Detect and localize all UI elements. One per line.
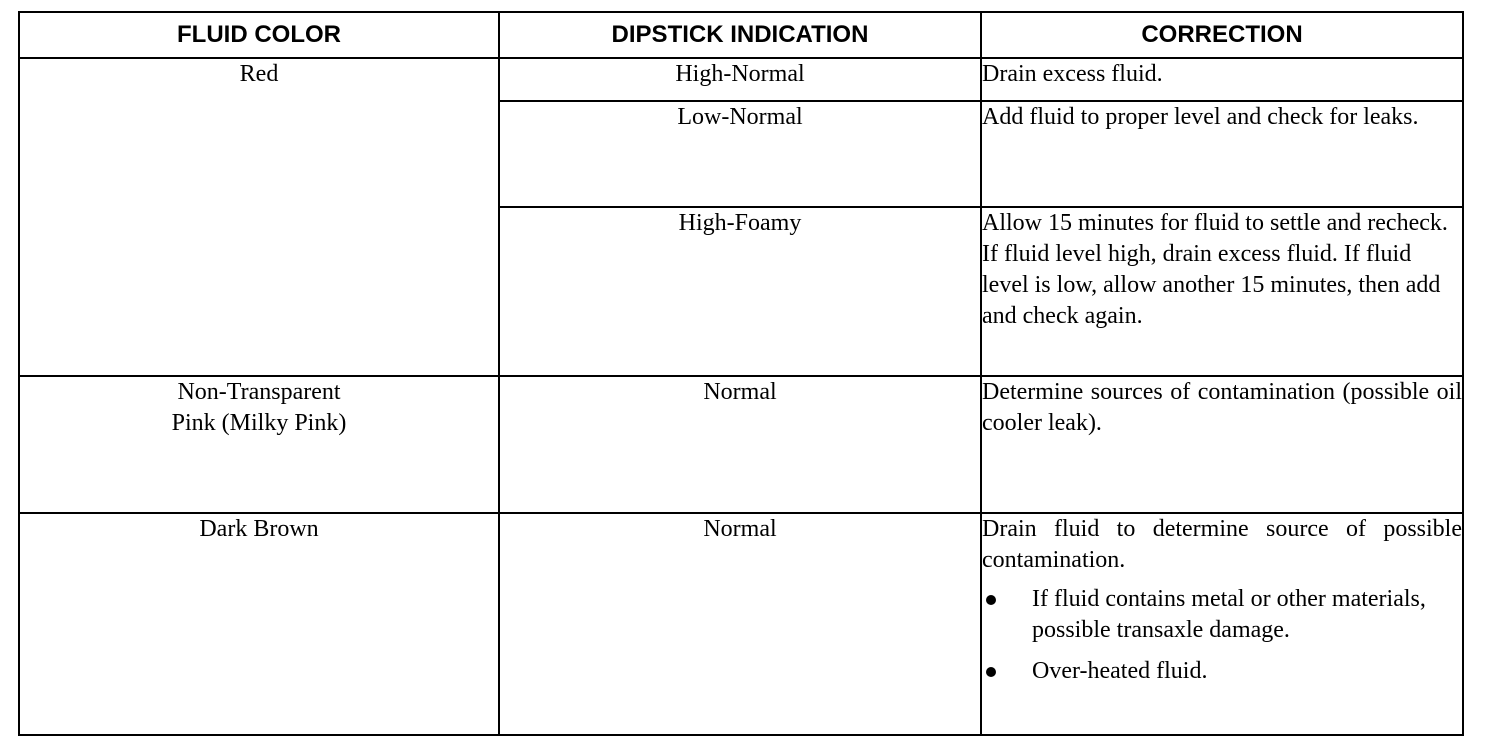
- list-item: [982, 584, 1462, 646]
- bullet-text: Over-heated fluid.: [1032, 658, 1208, 684]
- header-row: [19, 12, 1463, 58]
- header-dipstick-indication: DIPSTICK INDICATION: [499, 12, 981, 58]
- fluid-diagnosis-table: [18, 11, 1464, 736]
- dipstick-cell: High-Foamy: [499, 207, 981, 376]
- dipstick-cell: High-Normal: [499, 58, 981, 101]
- fluid-color-cell: Dark Brown: [19, 513, 499, 735]
- bullet-icon: [986, 595, 996, 605]
- list-item: [982, 656, 1462, 687]
- table-row: [19, 58, 1463, 101]
- dipstick-cell: Low-Normal: [499, 101, 981, 207]
- header-correction: CORRECTION: [981, 12, 1463, 58]
- dipstick-cell: Normal: [499, 513, 981, 735]
- correction-cell: [981, 513, 1463, 735]
- fluid-color-cell: Red: [19, 58, 499, 376]
- correction-cell: Add fluid to proper level and check for leaks.: [981, 101, 1463, 207]
- fluid-color-cell: [19, 376, 499, 513]
- correction-bullet-list: [982, 584, 1462, 687]
- fluid-color-line-2: Pink (Milky Pink): [171, 410, 347, 436]
- fluid-color-line-1: Non-Transparent: [177, 379, 341, 405]
- correction-cell: Allow 15 minutes for fluid to settle and recheck. If fluid level high, drain excess fluid. If fluid level is low, allow another 15 minutes, then add and check again.: [981, 207, 1463, 376]
- bullet-text: If fluid contains metal or other materials, possible transaxle damage.: [1032, 586, 1426, 643]
- table-row: [19, 376, 1463, 513]
- bullet-icon: [986, 667, 996, 677]
- correction-cell: Determine sources of contamination (possible oil cooler leak).: [981, 376, 1463, 513]
- header-fluid-color: FLUID COLOR: [19, 12, 499, 58]
- dipstick-cell: Normal: [499, 376, 981, 513]
- table-row: [19, 513, 1463, 735]
- correction-cell: Drain excess fluid.: [981, 58, 1463, 101]
- correction-text: Drain fluid to determine source of possible contamination.: [982, 516, 1462, 573]
